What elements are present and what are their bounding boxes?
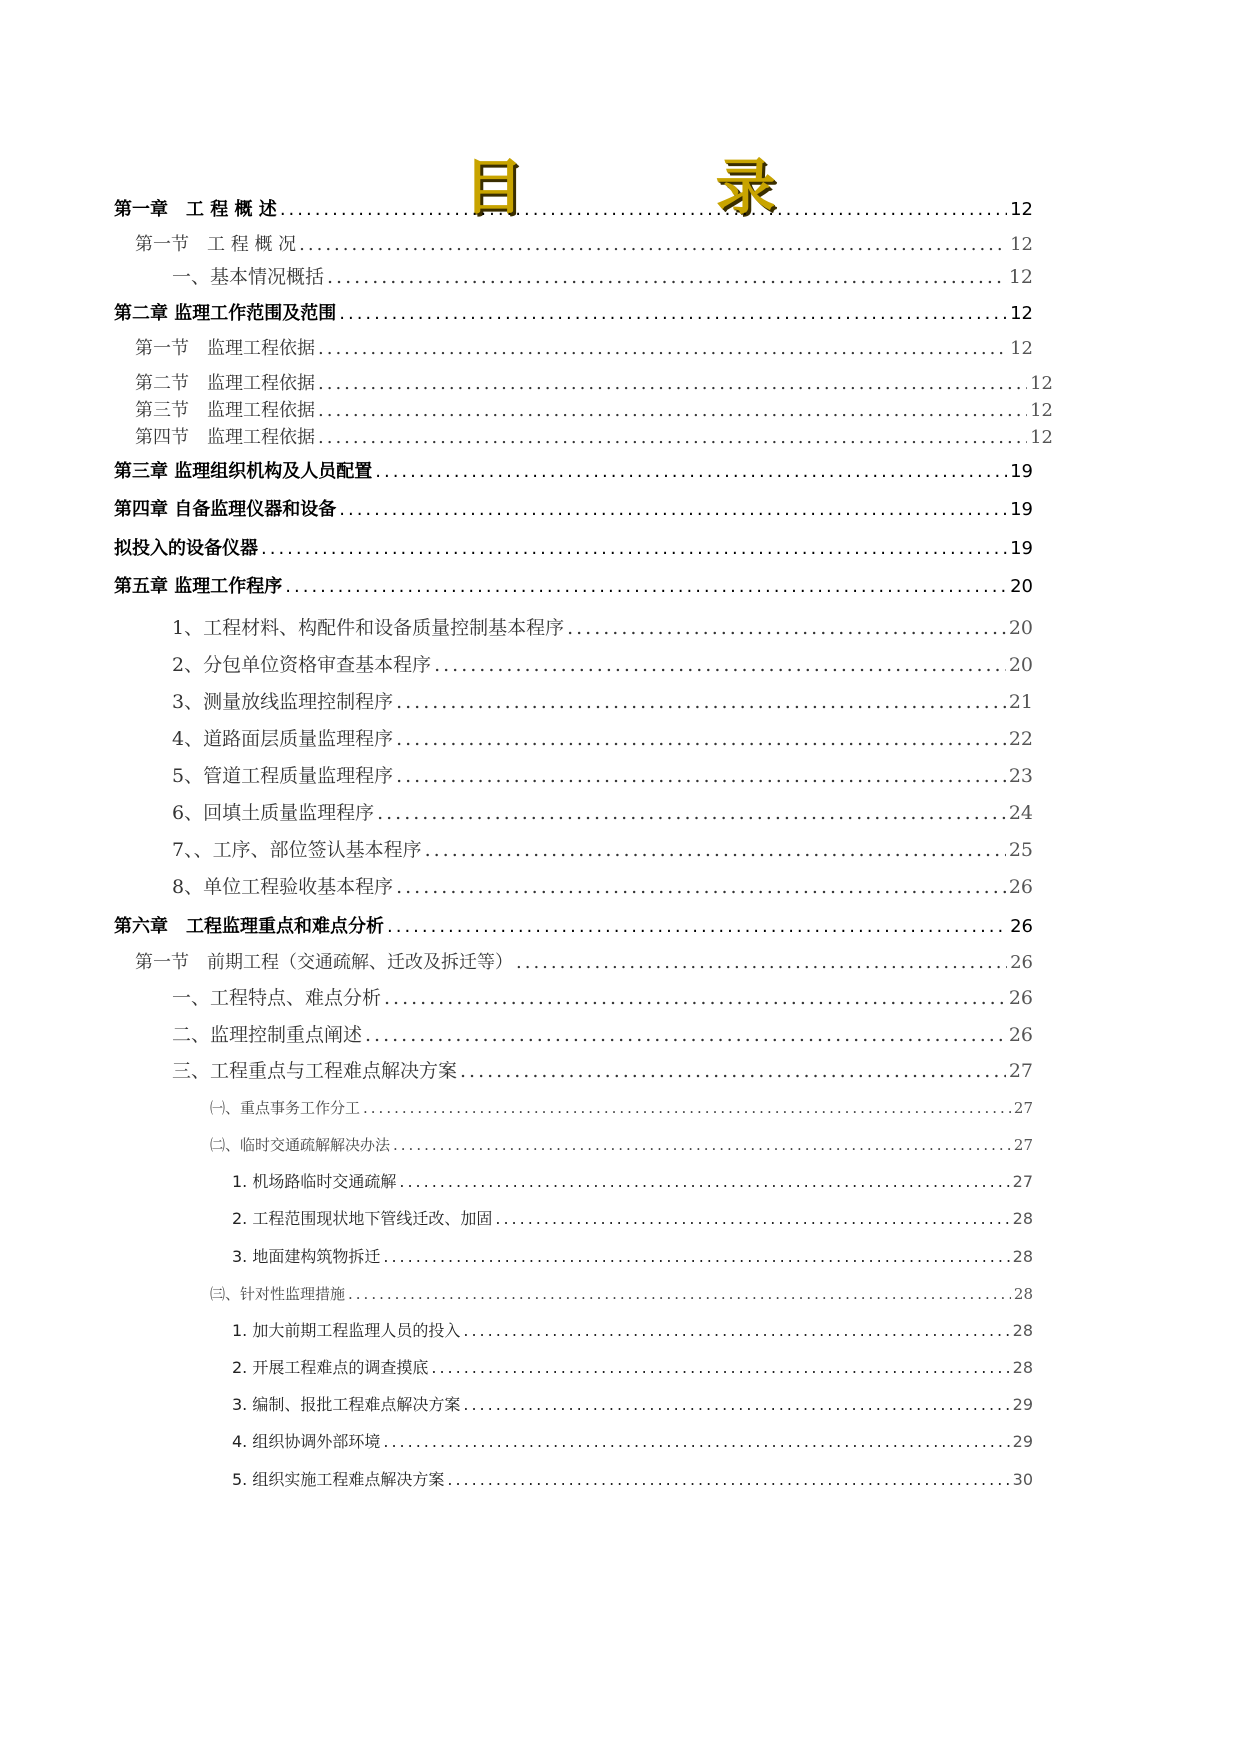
leader-dots <box>387 915 1007 939</box>
toc-entry-label: 4、道路面层质量监理程序 <box>172 728 394 750</box>
leader-dots <box>431 1356 1009 1380</box>
toc-entry-label: 第三章 监理组织机构及人员配置 <box>114 461 373 482</box>
toc-entry-item[interactable] <box>232 1393 1033 1417</box>
toc-entry-chapter[interactable] <box>114 460 1033 484</box>
toc-entry-subsection[interactable] <box>210 1133 1033 1157</box>
toc-page-number: 26 <box>1010 916 1033 937</box>
toc-entry-label: 1. 加大前期工程监理人员的投入 <box>232 1321 461 1340</box>
toc-entry-item[interactable] <box>232 1356 1033 1380</box>
toc-entry-chapter[interactable] <box>114 575 1033 599</box>
leader-dots <box>463 1393 1009 1417</box>
leader-dots <box>396 764 1006 788</box>
toc-entry-item[interactable] <box>232 1319 1033 1343</box>
leader-dots <box>261 537 1007 561</box>
toc-page-number: 12 <box>1030 427 1053 448</box>
toc-entry-label: 7、、工序、部位签认基本程序 <box>172 839 422 861</box>
toc-entry-item[interactable] <box>172 616 1033 640</box>
toc-page-number: 25 <box>1008 839 1033 861</box>
leader-dots <box>516 951 1007 975</box>
toc-entry-item[interactable] <box>172 764 1033 788</box>
leader-dots <box>396 727 1006 751</box>
leader-dots <box>318 372 1027 396</box>
toc-entry-label: 一、基本情况概括 <box>172 266 325 288</box>
leader-dots <box>399 1170 1009 1194</box>
toc-entry-item[interactable] <box>232 1468 1033 1492</box>
toc-page-number: 21 <box>1008 691 1033 713</box>
toc-entry-subsection[interactable] <box>172 1059 1033 1083</box>
leader-dots <box>327 265 1006 289</box>
leader-dots <box>434 653 1006 677</box>
toc-page-number: 19 <box>1010 499 1033 520</box>
toc-entry-label: 二、监理控制重点阐述 <box>172 1024 363 1046</box>
toc-entry-subsection[interactable] <box>210 1096 1033 1120</box>
toc-entry-label: 三、工程重点与工程难点解决方案 <box>172 1060 458 1082</box>
toc-entry-label: 第二章 监理工作范围及范围 <box>114 303 337 324</box>
toc-entry-label: 第一节 工 程 概 况 <box>135 234 297 255</box>
toc-page-number: 27 <box>1008 1060 1033 1082</box>
toc-entry-section[interactable] <box>135 233 1033 257</box>
leader-dots <box>384 986 1006 1010</box>
toc-page-number: 30 <box>1012 1470 1033 1489</box>
toc-entry-label: 一、工程特点、难点分析 <box>172 987 382 1009</box>
leader-dots <box>383 1245 1009 1269</box>
toc-entry-label: 2. 工程范围现状地下管线迁改、加固 <box>232 1209 493 1228</box>
toc-page-number: 19 <box>1010 461 1033 482</box>
leader-dots <box>377 801 1006 825</box>
toc-page-number: 24 <box>1008 802 1033 824</box>
toc-entry-label: 第一章 工 程 概 述 <box>114 199 277 220</box>
toc-page-number: 23 <box>1008 765 1033 787</box>
toc-page-number: 12 <box>1010 338 1033 359</box>
toc-entry-subsection[interactable] <box>172 265 1033 289</box>
toc-page-number: 28 <box>1012 1321 1033 1340</box>
leader-dots <box>365 1023 1006 1047</box>
leader-dots <box>363 1096 1011 1120</box>
toc-entry-label: 2. 开展工程难点的调查摸底 <box>232 1358 429 1377</box>
toc-entry-section[interactable] <box>135 337 1033 361</box>
toc-entry-label: 6、回填土质量监理程序 <box>172 802 375 824</box>
leader-dots <box>339 302 1007 326</box>
toc-page-number: 12 <box>1030 373 1053 394</box>
leader-dots <box>463 1319 1009 1343</box>
toc-page-number: 29 <box>1012 1432 1033 1451</box>
toc-entry-label: ㈡、临时交通疏解解决办法 <box>210 1136 391 1154</box>
toc-entry-chapter[interactable] <box>114 302 1033 326</box>
toc-page-number: 27 <box>1013 1136 1033 1154</box>
toc-entry-label: 3、测量放线监理控制程序 <box>172 691 394 713</box>
toc-entry-item[interactable] <box>172 875 1033 899</box>
toc-entry-chapter[interactable] <box>114 198 1033 222</box>
toc-page-number: 12 <box>1008 266 1033 288</box>
leader-dots <box>383 1430 1009 1454</box>
toc-entry-section[interactable] <box>135 399 1053 423</box>
toc-page-number: 26 <box>1008 1024 1033 1046</box>
toc-page-number: 19 <box>1010 538 1033 559</box>
toc-page-number: 20 <box>1010 576 1033 597</box>
toc-entry-item[interactable] <box>232 1207 1033 1231</box>
toc-entry-section[interactable] <box>135 951 1033 975</box>
toc-entry-item[interactable] <box>172 727 1033 751</box>
toc-entry-label: 第二节 监理工程依据 <box>135 373 315 394</box>
leader-dots <box>339 498 1007 522</box>
toc-entry-label: 第一节 前期工程（交通疏解、迁改及拆迁等） <box>135 952 513 973</box>
toc-page-number: 12 <box>1010 199 1033 220</box>
toc-entry-section[interactable] <box>135 372 1053 396</box>
leader-dots <box>318 337 1007 361</box>
toc-page-number: 20 <box>1008 654 1033 676</box>
toc-entry-chapter[interactable] <box>114 915 1033 939</box>
toc-page-number: 26 <box>1008 987 1033 1009</box>
toc-entry-label: ㈠、重点事务工作分工 <box>210 1099 361 1117</box>
toc-entry-label: 3. 地面建构筑物拆迁 <box>232 1247 381 1266</box>
leader-dots <box>375 460 1007 484</box>
leader-dots <box>460 1059 1006 1083</box>
leader-dots <box>396 690 1006 714</box>
toc-entry-label: 5. 组织实施工程难点解决方案 <box>232 1470 445 1489</box>
toc-page-number: 26 <box>1008 876 1033 898</box>
leader-dots <box>280 198 1007 222</box>
toc-page-number: 28 <box>1012 1358 1033 1377</box>
toc-page-number: 28 <box>1013 1285 1033 1303</box>
toc-page-number: 22 <box>1008 728 1033 750</box>
toc-page-number: 28 <box>1012 1247 1033 1266</box>
toc-entry-label: 第三节 监理工程依据 <box>135 400 315 421</box>
toc-entry-chapter[interactable] <box>114 537 1033 561</box>
toc-entry-label: 8、单位工程验收基本程序 <box>172 876 394 898</box>
toc-entry-item[interactable] <box>172 690 1033 714</box>
toc-entry-label: 1、工程材料、构配件和设备质量控制基本程序 <box>172 617 565 639</box>
toc-entry-item[interactable] <box>232 1170 1033 1194</box>
toc-entry-label: 拟投入的设备仪器 <box>114 538 258 559</box>
toc-page-number: 26 <box>1010 952 1033 973</box>
toc-entry-label: 5、管道工程质量监理程序 <box>172 765 394 787</box>
toc-entry-subsection[interactable] <box>210 1282 1033 1306</box>
leader-dots <box>393 1133 1011 1157</box>
toc-entry-subsection[interactable] <box>172 986 1033 1010</box>
toc-entry-item[interactable] <box>172 801 1033 825</box>
toc-entry-chapter[interactable] <box>114 498 1033 522</box>
leader-dots <box>348 1282 1011 1306</box>
toc-entry-label: 3. 编制、报批工程难点解决方案 <box>232 1395 461 1414</box>
leader-dots <box>318 399 1027 423</box>
toc-entry-item[interactable] <box>232 1245 1033 1269</box>
leader-dots <box>396 875 1006 899</box>
toc-entry-label: 2、分包单位资格审查基本程序 <box>172 654 432 676</box>
leader-dots <box>447 1468 1009 1492</box>
toc-entry-item[interactable] <box>172 653 1033 677</box>
toc-entry-section[interactable] <box>135 426 1053 450</box>
toc-entry-item[interactable] <box>172 838 1033 862</box>
leader-dots <box>318 426 1027 450</box>
toc-title-char-2: 录 <box>715 153 778 223</box>
toc-entry-label: 第一节 监理工程依据 <box>135 338 315 359</box>
toc-title-char-1: 目 <box>463 153 526 223</box>
leader-dots <box>425 838 1006 862</box>
leader-dots <box>495 1207 1009 1231</box>
toc-entry-subsection[interactable] <box>172 1023 1033 1047</box>
toc-page-number: 28 <box>1012 1209 1033 1228</box>
toc-entry-label: 第五章 监理工作程序 <box>114 576 283 597</box>
toc-entry-label: 1. 机场路临时交通疏解 <box>232 1172 397 1191</box>
toc-entry-item[interactable] <box>232 1430 1033 1454</box>
toc-entry-label: 第四章 自备监理仪器和设备 <box>114 499 337 520</box>
toc-entry-label: ㈢、针对性监理措施 <box>210 1285 346 1303</box>
toc-page-number: 27 <box>1013 1099 1033 1117</box>
toc-page-number: 20 <box>1008 617 1033 639</box>
toc-page-number: 12 <box>1030 400 1053 421</box>
toc-entry-label: 第六章 工程监理重点和难点分析 <box>114 916 384 937</box>
leader-dots <box>299 233 1007 257</box>
toc-entry-label: 4. 组织协调外部环境 <box>232 1432 381 1451</box>
toc-page-number: 12 <box>1010 303 1033 324</box>
toc-page-number: 29 <box>1012 1395 1033 1414</box>
toc-entry-label: 第四节 监理工程依据 <box>135 427 315 448</box>
leader-dots <box>567 616 1006 640</box>
toc-page-number: 12 <box>1010 234 1033 255</box>
toc-page-number: 27 <box>1012 1172 1033 1191</box>
leader-dots <box>285 575 1007 599</box>
